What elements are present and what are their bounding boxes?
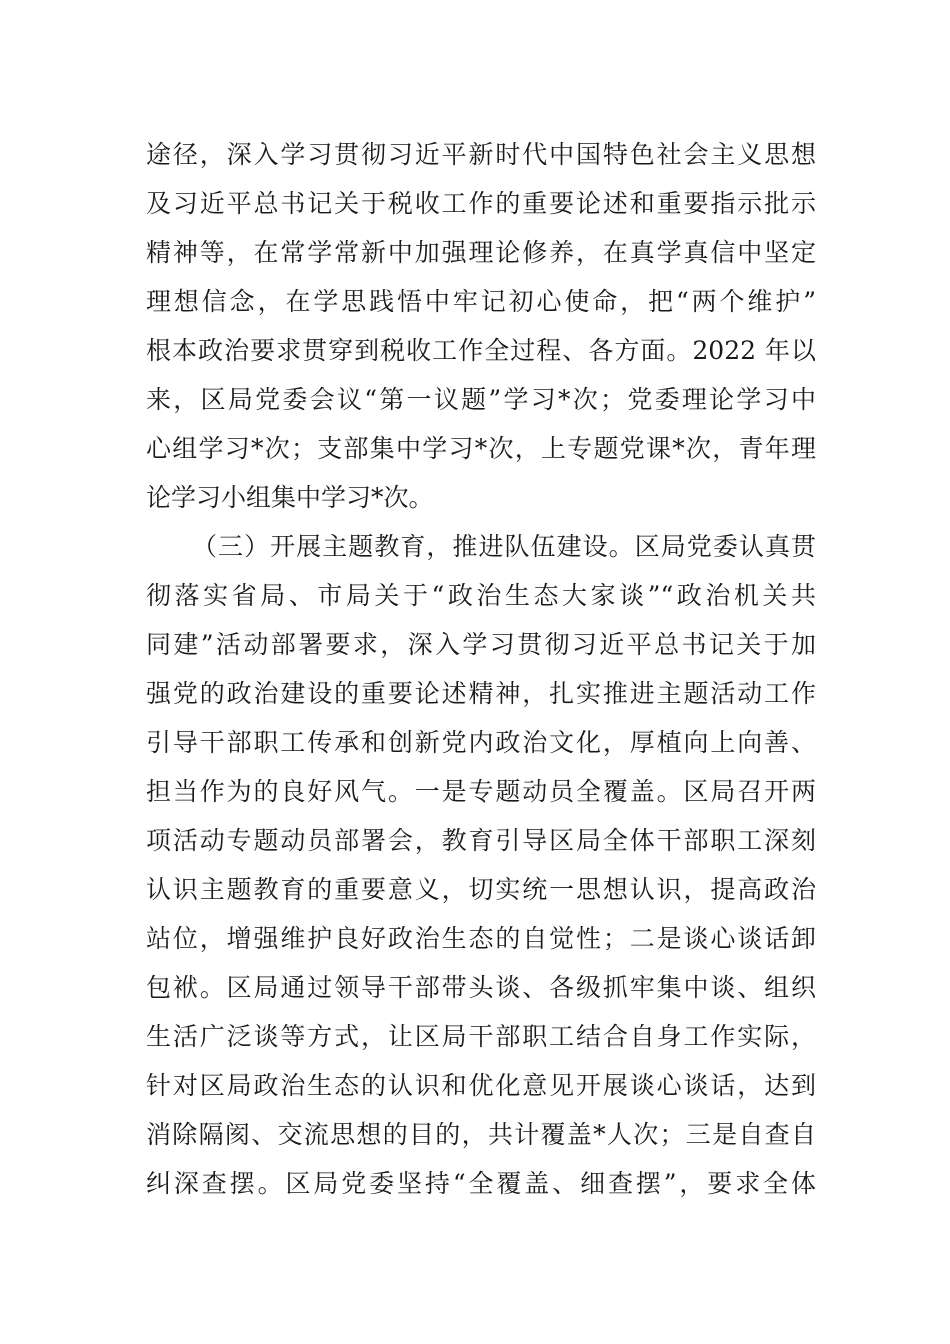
text-line: 来，区局党委会议“第一议题”学习*次；党委理论学习中 [146,385,816,414]
paragraph-continued [146,130,816,522]
text-line: 心组学习*次；支部集中学习*次，上专题党课*次，青年理 [146,434,816,463]
text-line: 包袱。区局通过领导干部带头谈、各级抓牢集中谈、组织 [146,973,816,1002]
text-line: 论学习小组集中学习*次。 [146,483,434,512]
text-line: 引导干部职工传承和创新党内政治文化，厚植向上向善、 [146,728,816,757]
text-line: 消除隔阂、交流思想的目的，共计覆盖*人次；三是自查自 [146,1120,816,1149]
document-body [146,130,816,1208]
paragraph-three [146,522,816,1208]
text-line: 针对区局政治生态的认识和优化意见开展谈心谈话，达到 [146,1071,816,1100]
text-line: 途径，深入学习贯彻习近平新时代中国特色社会主义思想 [146,140,816,169]
text-line: 及习近平总书记关于税收工作的重要论述和重要指示批示 [146,189,816,218]
text-line: 担当作为的良好风气。一是专题动员全覆盖。区局召开两 [146,777,816,806]
text-line: 精神等，在常学常新中加强理论修养，在真学真信中坚定 [146,238,816,267]
text-line: 纠深查摆。区局党委坚持“全覆盖、细查摆”，要求全体 [146,1169,816,1198]
text-line: 同建”活动部署要求，深入学习贯彻习近平总书记关于加 [146,630,816,659]
text-line: 认识主题教育的重要意义，切实统一思想认识，提高政治 [146,875,816,904]
paragraph-heading-line: （三）开展主题教育，推进队伍建设。区局党委认真贯 [192,532,816,561]
text-line: 生活广泛谈等方式，让区局干部职工结合自身工作实际， [146,1022,816,1051]
text-line: 理想信念，在学思践悟中牢记初心使命，把“两个维护” [146,287,816,316]
text-line: 项活动专题动员部署会，教育引导区局全体干部职工深刻 [146,826,816,855]
text-line: 根本政治要求贯穿到税收工作全过程、各方面。2022 年以 [146,336,816,365]
text-line: 彻落实省局、市局关于“政治生态大家谈”“政治机关共 [146,581,816,610]
text-line: 站位，增强维护良好政治生态的自觉性；二是谈心谈话卸 [146,924,816,953]
text-line: 强党的政治建设的重要论述精神，扎实推进主题活动工作 [146,679,816,708]
